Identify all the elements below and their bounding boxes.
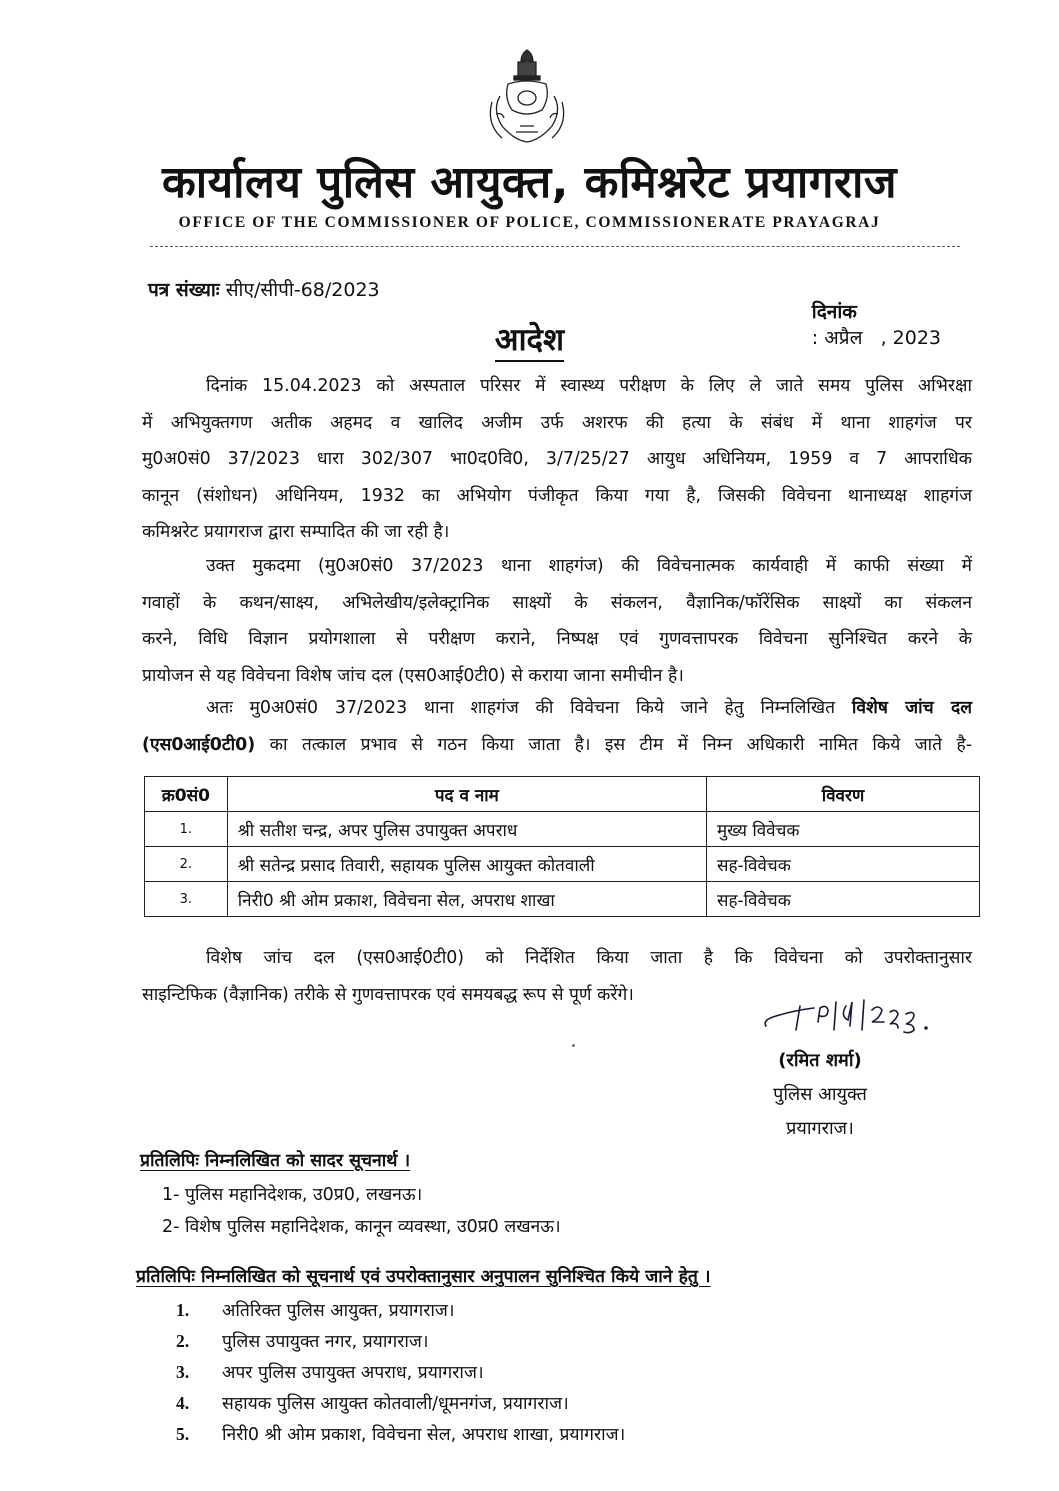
copy-item: 1- पुलिस महानिदेशक, उ0प्र0, लखनऊ।	[162, 1185, 423, 1205]
sit-abbrev: (एस0आई0टी0)	[142, 734, 256, 755]
paragraph-line: में अभियुक्तगण अतीक अहमद व खालिद अजीम उर्फ अशरफ की हत्या के संबंध में थाना शाहगंज पर	[142, 412, 972, 433]
copy-item: 2- विशेष पुलिस महानिदेशक, कानून व्यवस्था, उ0प्र0 लखनऊ।	[162, 1217, 561, 1237]
sit-highlight: विशेष जांच दल	[851, 698, 972, 718]
item-text: सहायक पुलिस आयुक्त कोतवाली/धूमनगंज, प्रयागराज।	[222, 1394, 569, 1414]
table-row	[145, 812, 980, 847]
team-table	[144, 776, 980, 917]
table-cell: 3.	[145, 882, 228, 917]
paragraph-line: उक्त मुकदमा (मु0अ0सं0 37/2023 थाना शाहगंज) की विवेचनात्मक कार्यवाही में काफी संख्या में	[206, 556, 972, 576]
item-number: 2.	[176, 1331, 190, 1351]
item-number: 4.	[176, 1393, 190, 1413]
copy-item	[176, 1298, 455, 1322]
date-value: : अप्रैल , 2023	[811, 327, 941, 349]
paragraph-line: कमिश्नरेट प्रयागराज द्वारा सम्पादित की जा रही है।	[142, 522, 450, 542]
paragraph-text: का तत्काल प्रभाव से गठन किया जाता है। इस टीम में निम्न अधिकारी नामित किये जाते है-	[269, 734, 973, 755]
office-title-english: OFFICE OF THE COMMISSIONER OF POLICE, COMMISSIONERATE PRAYAGRAJ	[178, 214, 881, 231]
item-text: निरी0 श्री ओम प्रकाश, विवेचना सेल, अपराध शाखा, प्रयागराज।	[222, 1425, 626, 1445]
copy-item	[176, 1391, 569, 1415]
paragraph-text: अतः मु0अ0सं0 37/2023 थाना शाहगंज की विवेचना किये जाने हेतु निम्नलिखित	[206, 698, 836, 718]
item-number: 3.	[176, 1362, 190, 1382]
copy-item	[176, 1422, 625, 1446]
table-cell: 2.	[145, 847, 228, 882]
paragraph-line: मु0अ0सं0 37/2023 धारा 302/307 भा0द0वि0, 3/7/25/27 आयुध अधिनियम, 1959 व 7 आपराधिक	[142, 449, 972, 469]
paragraph-line: साइन्टिफिक (वैज्ञानिक) तरीके से गुणवत्तापरक एवं समयबद्ध रूप से पूर्ण करेंगे।	[142, 984, 634, 1005]
paragraph-1	[142, 368, 972, 551]
column-header: क्र0सं0	[145, 777, 228, 812]
column-header: विवरण	[706, 777, 979, 812]
table-header-row	[145, 777, 980, 812]
copy-item	[176, 1329, 429, 1353]
paragraph-line	[142, 727, 972, 764]
order-title: आदेश	[0, 318, 1059, 360]
letter-number-label: पत्र संख्याः	[148, 279, 220, 301]
stray-mark	[572, 1044, 575, 1047]
copy-item	[176, 1360, 484, 1384]
column-header: पद व नाम	[227, 777, 706, 812]
table-cell: श्री सतेन्द्र प्रसाद तिवारी, सहायक पुलिस आयुक्त कोतवाली	[227, 847, 706, 882]
table-cell: सह-विवेचक	[706, 847, 979, 882]
office-title-hindi: कार्यालय पुलिस आयुक्त, कमिश्नरेट प्रयागराज	[161, 157, 898, 208]
item-number: 1.	[176, 1300, 190, 1320]
paragraph-line: दिनांक 15.04.2023 को अस्पताल परिसर में स्वास्थ्य परीक्षण के लिए ले जाते समय पुलिस अभिरक्षा	[206, 376, 972, 396]
up-police-emblem-icon	[478, 44, 576, 148]
letter-number-value: सीए/सीपी-68/2023	[225, 279, 380, 301]
copy-heading-1: प्रतिलिपिः निम्नलिखित को सादर सूचनार्थ ।	[140, 1151, 411, 1171]
paragraph-2	[142, 548, 972, 694]
table-row	[145, 847, 980, 882]
paragraph-line: कानून (संशोधन) अधिनियम, 1932 का अभियोग पंजीकृत किया गया है, जिसकी विवेचना थानाध्यक्ष शाहगंज	[142, 485, 972, 506]
paragraph-line: गवाहों के कथन/साक्ष्य, अभिलेखीय/इलेक्ट्रानिक साक्ष्यों के संकलन, वैज्ञानिक/फॉरेंसिक साक्ष्यों का संकलन	[142, 592, 972, 613]
item-text: अपर पुलिस उपायुक्त अपराध, प्रयागराज।	[222, 1363, 484, 1383]
paragraph-line: विशेष जांच दल (एस0आई0टी0) को निर्देशित किया जाता है कि विवेचना को उपरोक्तानुसार	[206, 948, 972, 968]
item-text: पुलिस उपायुक्त नगर, प्रयागराज।	[222, 1332, 429, 1352]
letter-number	[148, 276, 380, 302]
item-number: 5.	[176, 1424, 190, 1444]
paragraph-line	[142, 690, 972, 727]
copy-heading-2: प्रतिलिपिः निम्नलिखित को सूचनार्थ एवं उपरोक्तानुसार अनुपालन सुनिश्चित किये जाने हेतु ।	[136, 1267, 711, 1287]
handwritten-signature	[760, 992, 940, 1046]
signatory-place: प्रयागराज।	[786, 1118, 854, 1139]
item-text: अतिरिक्त पुलिस आयुक्त, प्रयागराज।	[222, 1301, 455, 1321]
header-divider	[150, 246, 960, 247]
paragraph-line: करने, विधि विज्ञान प्रयोगशाला से परीक्षण कराने, निष्पक्ष एवं गुणवत्तापरक विवेचना सुनिश्चित करने के	[142, 629, 972, 649]
table-cell: सह-विवेचक	[706, 882, 979, 917]
table-cell: 1.	[145, 812, 228, 847]
paragraph-line: प्रायोजन से यह विवेचना विशेष जांच दल (एस0आई0टी0) से कराया जाना समीचीन है।	[142, 665, 684, 686]
signatory-name: (रमित शर्मा)	[778, 1050, 862, 1071]
signatory-designation: पुलिस आयुक्त	[773, 1084, 867, 1105]
table-cell: श्री सतीश चन्द्र, अपर पुलिस उपायुक्त अपराध	[227, 812, 706, 847]
paragraph-3	[142, 690, 972, 763]
date-label: दिनांक	[811, 301, 857, 323]
table-cell: निरी0 श्री ओम प्रकाश, विवेचना सेल, अपराध शाखा	[227, 882, 706, 917]
table-row	[145, 882, 980, 917]
table-cell: मुख्य विवेचक	[706, 812, 979, 847]
